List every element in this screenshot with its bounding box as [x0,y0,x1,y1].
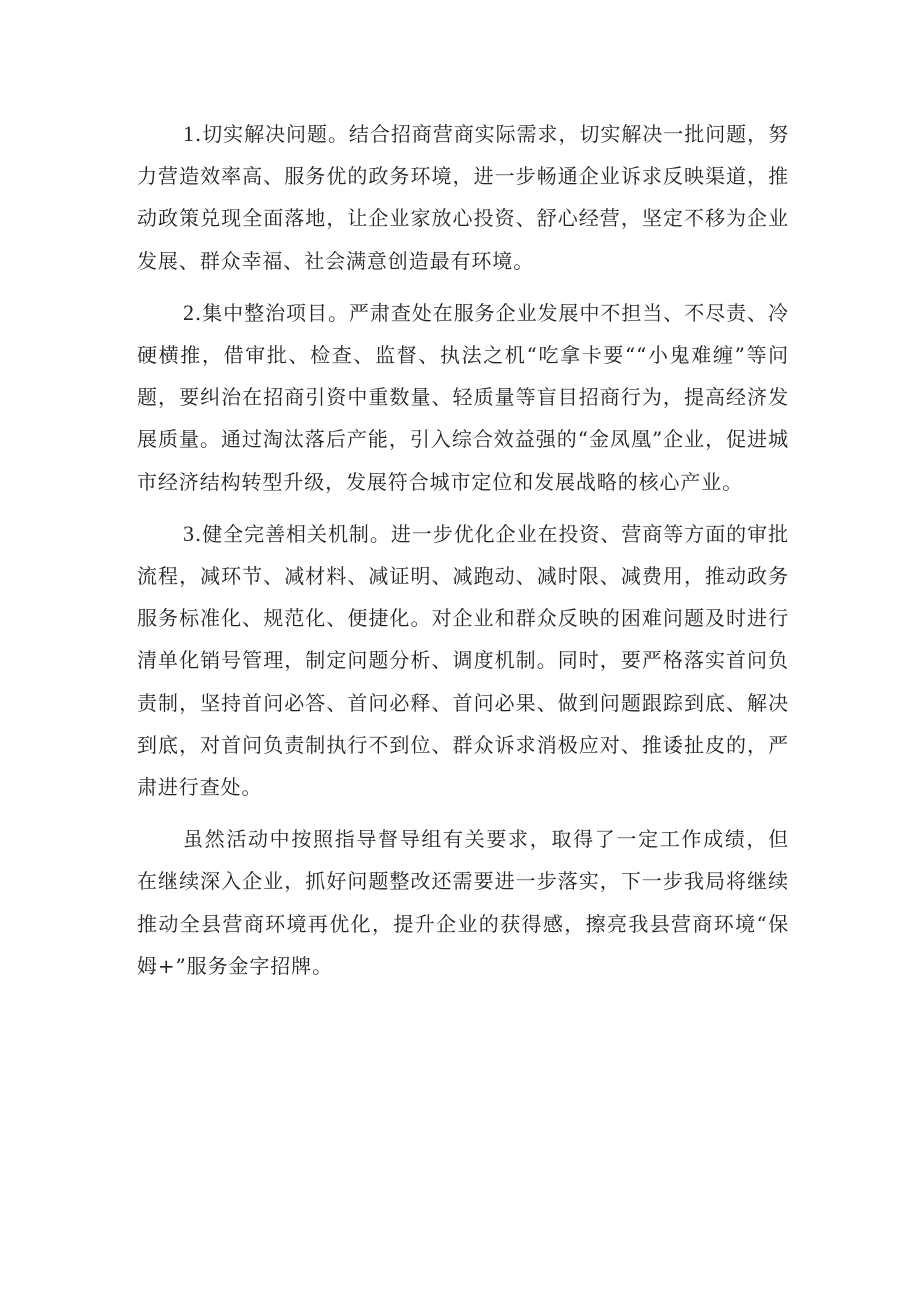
paragraph-1-number: 1 [183,121,195,146]
paragraph-2-number: 2 [183,299,195,325]
paragraph-2 [137,292,789,503]
paragraph-2-text: .集中整治项目。严肃查处在服务企业发展中不担当、不尽责、冷硬横推，借审批、检查、监督、执法之机“吃拿卡要““小鬼难缠”等问题，要纠治在招商引资中重数量、轻质量等盲目招商行为，提高经济发展质量。通过淘汰落后产能，引入综合效益强的“金凤凰”企业，促进城市经济结构转型升级，发展符合城市定位和发展战略的核心产业。 [137,300,789,494]
paragraph-4-text: 虽然活动中按照指导督导组有关要求，取得了一定工作成绩，但在继续深入企业，抓好问题整改还需要进一步落实，下一步我局将继续推动全县营商环境再优化，提升企业的获得感，擦亮我县营商环境“保姆+”服务金字招牌。 [137,827,789,978]
paragraph-1-text: .切实解决问题。结合招商营商实际需求，切实解决一批问题，努力营造效率高、服务优的政务环境，进一步畅通企业诉求反映渠道，推动政策兑现全面落地，让企业家放心投资、舒心经营，坚定不移为企业发展、群众幸福、社会满意创造最有环境。 [137,122,789,273]
paragraph-1 [137,113,789,282]
paragraph-3 [137,513,789,808]
document-body [137,113,789,997]
paragraph-3-number: 3 [183,520,195,546]
paragraph-3-text: .健全完善相关机制。进一步优化企业在投资、营商等方面的审批流程，减环节、减材料、减证明、减跑动、减时限、减费用，推动政务服务标准化、规范化、便捷化。对企业和群众反映的困难问题及时进行清单化销号管理，制定问题分析、调度机制。同时，要严格落实首问负责制，坚持首问必答、首问必释、首问必果、做到问题跟踪到底、解决到底，对首问负责制执行不到位、群众诉求消极应对、推诿扯皮的，严肃进行查处。 [137,521,789,800]
paragraph-4 [137,818,789,987]
